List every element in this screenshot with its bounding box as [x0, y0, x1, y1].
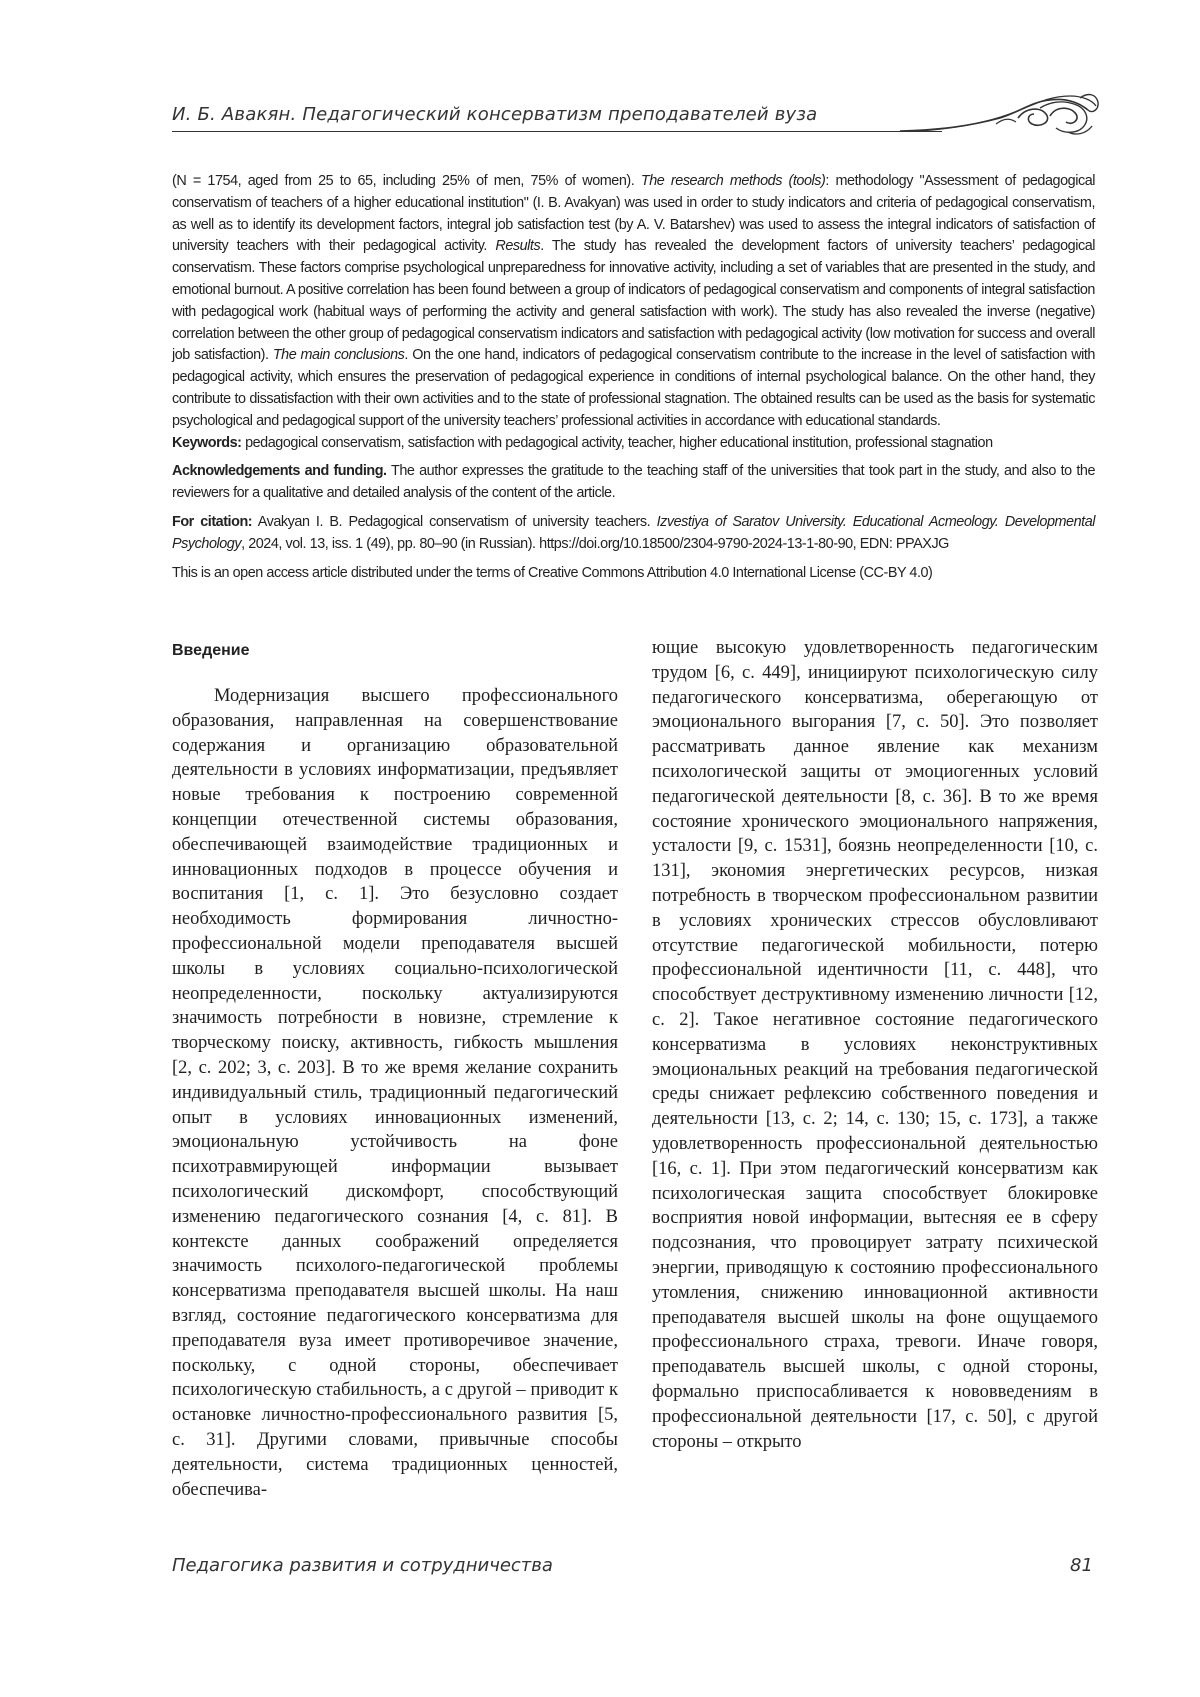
abstract-text: (N = 1754, aged from 25 to 65, including 25% of men, 75% of women).: [172, 173, 641, 189]
citation-journal: Izvestiya of Saratov University. Educational Acmeology. Developmental Psychology: [172, 514, 1095, 552]
body-text-right: ющие высокую удовлетворенность педагогическим трудом [6, с. 449], инициируют психологическую силу педагогического консерватизма, оберегающую от эмоционального выгорания [7, с. 50]. Это позволяет рассматривать данное явление как механизм психологической защиты от эмоциогенных условий педагогической деятельности [8, с. 36]. В то же время состояние хронического эмоционального напряжения, усталости [9, с. 1531], боязнь неопределенности [10, с. 131], экономия энергетических ресурсов, низкая потребность в творческом профессиональном развитии в условиях хронических стрессов обусловливают отсутствие педагогической мобильности, потерю профессиональной идентичности [11, с. 448], что способствует деструктивному изменению личности [12, с. 2]. Такое негативное состояние педагогического консерватизма в условиях неконструктивных эмоциональных реакций на требования педагогической среды снижает рефлексию собственного поведения и деятельности [13, с. 2; 14, с. 130; 15, с. 173], а также удовлетворенность профессиональной деятельностью [16, с. 1]. При этом педагогический консерватизм как психологическая защита способствует блокировке восприятия новой информации, вытесняя ее в сферу подсознания, что провоцирует затрату психической энергии, приводящую к состоянию профессионального утомления, снижению инновационной активности преподавателя высшей школы на фоне ощущаемого профессионального страха, тревоги. Иначе говоря, преподаватель высшей школы, с одной стороны, формально приспосабливается к нововведениям в профессиональной деятельности [17, с. 50], с другой стороны – открыто: [652, 636, 1098, 1454]
keywords: [172, 433, 1095, 455]
footer-journal-title: Педагогика развития и сотрудничества: [172, 1555, 553, 1576]
abstract-paragraph: [172, 171, 1095, 433]
citation: [172, 512, 1095, 556]
license-note: This is an open access article distributed under the terms of Creative Commons Attribution 4.0 International License (CC-BY 4.0): [172, 563, 1095, 585]
ornament-icon: [900, 88, 1100, 142]
section-title: Введение: [172, 642, 250, 660]
body-text-left: Модернизация высшего профессионального образования, направленная на совершенствование содержания и организацию образовательной деятельности в условиях информатизации, предъявляет новые требования к построению современной концепции отечественной системы образования, обеспечивающей взаимодействие традиционных и инновационных подходов в процессе обучения и воспитания [1, с. 1]. Это безусловно создает необходимость формирования личностно-профессиональной модели преподавателя высшей школы в условиях социально-психологической неопределенности, поскольку актуализируются значимость потребности в новизне, стремление к творческому поиску, активность, гибкость мышления [2, с. 202; 3, с. 203]. В то же время желание сохранить индивидуальный стиль, традиционный педагогический опыт в условиях инновационных изменений, эмоциональную устойчивость на фоне психотравмирующей информации вызывает психологический дискомфорт, способствующий изменению педагогического сознания [4, с. 81]. В контексте данных соображений определяется значимость психолого-педагогической проблемы консерватизма преподавателя высшей школы. На наш взгляд, состояние педагогического консерватизма для преподавателя вуза имеет противоречивое значение, поскольку, с одной стороны, обеспечивает психологическую стабильность, а с другой – приводит к остановке личностно-профессионального развития [5, с. 31]. Другими словами, привычные способы деятельности, система традиционных ценностей, обеспечива-: [172, 684, 618, 1502]
keywords-label: Keywords:: [172, 435, 242, 451]
keywords-text: pedagogical conservatism, satisfaction with pedagogical activity, teacher, higher educational institution, professional stagnation: [242, 435, 993, 451]
abstract-text: . On the one hand, indicators of pedagogical conservatism contribute to the increase in the level of satisfaction with pedagogical activity, which ensures the preservation of pedagogical experience in conditions of internal psychological balance. On the other hand, they contribute to dissatisfaction with their own activities and to the state of professional stagnation. The obtained results can be used as the basis for systematic psychological and pedagogical support of the university teachers’ professional activities in accordance with educational standards.: [172, 347, 1095, 428]
running-head-text: И. Б. Авакян. Педагогический консерватизм преподавателей вуза: [172, 104, 817, 125]
abstract: [172, 171, 1095, 584]
acknowledgements: [172, 461, 1095, 505]
abstract-text: : methodology "Assessment of pedagogical conservatism of teachers of a higher educational institution" (I. B. Avakyan) was used in order to study indicators and criteria of pedagogical conservatism, as well as to identify its development factors, integral job satisfaction test (by A. V. Batarshev) was used to assess the integral indicators of satisfaction of university teachers with their pedagogical activity.: [172, 173, 1095, 254]
abstract-subhead: Results: [495, 238, 540, 254]
page-number: 81: [1070, 1555, 1093, 1576]
citation-text: , 2024, vol. 13, iss. 1 (49), pp. 80–90 (in Russian). https://doi.org/10.18500/2304-9790-2024-13-1-80-90, EDN: PPAXJG: [241, 536, 949, 552]
abstract-text: . The study has revealed the development factors of university teachers’ pedagogical conservatism. These factors comprise psychological unpreparedness for innovative activity, including a set of variables that are presented in the study, and emotional burnout. A positive correlation has been found between a group of indicators of pedagogical conservatism and components of integral satisfaction with pedagogical work (habitual ways of performing the activity and general satisfaction with work). The study has also revealed the inverse (negative) correlation between the other group of pedagogical conservatism indicators and satisfaction with pedagogical activity (low motivation for success and overall job satisfaction).: [172, 238, 1095, 363]
citation-text: Avakyan I. B. Pedagogical conservatism of university teachers.: [252, 514, 656, 530]
citation-label: For citation:: [172, 514, 252, 530]
acknowledgements-text: The author expresses the gratitude to the teaching staff of the universities that took part in the study, and also to the reviewers for a qualitative and detailed analysis of the content of the article.: [172, 463, 1095, 501]
abstract-subhead: The research methods (tools): [641, 173, 825, 189]
header-rule: [172, 131, 942, 132]
abstract-subhead: The main conclusions: [273, 347, 405, 363]
acknowledgements-label: Acknowledgements and funding.: [172, 463, 387, 479]
